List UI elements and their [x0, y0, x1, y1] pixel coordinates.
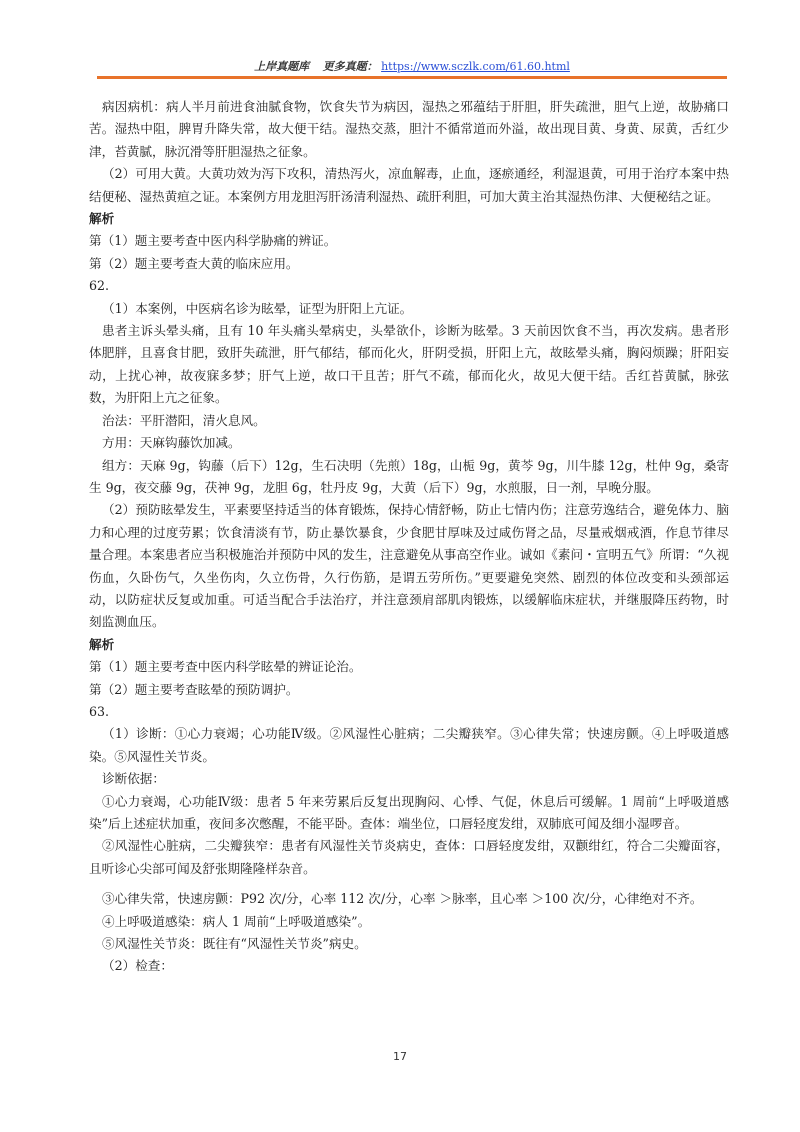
paragraph: ④上呼吸道感染：病人 1 周前“上呼吸道感染”。 [102, 913, 371, 929]
paragraph: 病因病机：病人半月前进食油腻食物，饮食失节为病因，湿热之邪蕴结于肝胆，肝失疏泄，胆气上逆，故胁痛口苦。湿热中阻，脾胃升降失常，故大便干结。湿热交蒸，胆汁不循常道而外溢，故出现目黄、身黄、尿黄，舌红少津，苔黄腻，脉沉滑等肝胆湿热之征象。 [89, 99, 729, 159]
paragraph: （1）本案例，中医病名诊为眩晕，证型为肝阳上亢证。 [102, 300, 413, 316]
paragraph: （2）检查： [102, 958, 173, 974]
paragraph: 第（1）题主要考查中医内科学胁痛的辨证。 [89, 233, 337, 249]
page-header [97, 58, 727, 74]
paragraph: 方用：天麻钩藤饮加减。 [102, 435, 241, 451]
section-heading: 解析 [89, 211, 115, 227]
header-label: 更多真题： [322, 60, 378, 73]
header-link[interactable]: https://www.sczlk.com/61.60.html [381, 60, 570, 73]
paragraph: ③心律失常，快速房颤：P92 次/分，心率 112 次/分，心率 ＞脉率，且心率 ＞100 次/分，心律绝对不齐。 [102, 891, 703, 907]
paragraph: 63. [89, 703, 110, 719]
paragraph: （2）可用大黄。大黄功效为泻下攻积，清热泻火，凉血解毒，止血，逐瘀通经，利湿退黄，可用于治疗本案中热结便秘、湿热黄疸之证。本案例方用龙胆泻肝汤清利湿热、疏肝利胆，可加大黄主治其湿热伤津、大便秘结之证。 [89, 166, 729, 204]
paragraph: 诊断依据： [102, 771, 165, 787]
header-divider [97, 76, 727, 79]
paragraph: 患者主诉头晕头痛，且有 10 年头痛头晕病史，头晕欲仆，诊断为眩晕。3 天前因饮食不当，再次发病。患者形体肥胖，且喜食甘肥，致肝失疏泄，肝气郁结，郁而化火，肝阴受损，肝阳上亢，故眩晕头痛，胸闷烦躁；肝阳妄动，上扰心神，故夜寐多梦；肝气上逆，故口干且苦；肝气不疏，郁而化火，故见大便干结。舌红苔黄腻，脉弦数，为肝阳上亢之征象。 [89, 323, 729, 406]
paragraph: （1）诊断：①心力衰竭；心功能Ⅳ级。②风湿性心脏病；二尖瓣狭窄。③心律失常；快速房颤。④上呼吸道感染。⑤风湿性关节炎。 [89, 726, 729, 764]
paragraph: 治法：平肝潜阳，清火息风。 [102, 412, 266, 428]
header-brand: 上岸真题库 [254, 60, 310, 73]
section-heading: 解析 [89, 636, 115, 652]
paragraph: 组方：天麻 9g，钩藤（后下）12g，生石决明（先煎）18g，山栀 9g，黄芩 9g，川牛膝 12g，杜仲 9g，桑寄生 9g，夜交藤 9g，茯神 9g，龙胆 6g，牡丹皮 9g，大黄（后下）9g，水煎服，日一剂，早晚分服。 [89, 457, 729, 495]
paragraph: ②风湿性心脏病，二尖瓣狭窄：患者有风湿性关节炎病史，查体：口唇轻度发绀，双颧绀红，符合二尖瓣面容，且听诊心尖部可闻及舒张期隆隆样杂音。 [89, 838, 729, 876]
paragraph: （2）预防眩晕发生，平素要坚持适当的体育锻炼，保持心情舒畅，防止七情内伤；注意劳逸结合，避免体力、脑力和心理的过度劳累；饮食清淡有节，防止暴饮暴食，少食肥甘厚味及过咸伤肾之品，尽量戒烟戒酒，作息节律尽量合理。本案患者应当积极施治并预防中风的发生，注意避免从事高空作业。诚如《素问・宣明五气》所谓：“久视伤血，久卧伤气，久坐伤肉，久立伤骨，久行伤筋，是谓五劳所伤。”更要避免突然、剧烈的体位改变和头颈部运动，以防症状反复或加重。可适当配合手法治疗，并注意颈肩部肌肉锻炼，以缓解临床症状，并继服降压药物，时刻监测血压。 [89, 502, 729, 630]
paragraph: ①心力衰竭，心功能Ⅳ级：患者 5 年来劳累后反复出现胸闷、心悸、气促，休息后可缓解。1 周前“上呼吸道感染”后上述症状加重，夜间多次憋醒，不能平卧。查体：端坐位，口唇轻度发绀，双肺底可闻及细小湿啰音。 [89, 793, 729, 831]
page-number: 17 [393, 1050, 407, 1063]
paragraph: 62. [89, 278, 110, 294]
paragraph: 第（1）题主要考查中医内科学眩晕的辨证论治。 [89, 659, 362, 675]
document-body [89, 96, 729, 978]
paragraph: 第（2）题主要考查大黄的临床应用。 [89, 255, 299, 271]
paragraph: 第（2）题主要考查眩晕的预防调护。 [89, 681, 299, 697]
paragraph: ⑤风湿性关节炎：既往有“风湿性关节炎”病史。 [102, 936, 367, 952]
